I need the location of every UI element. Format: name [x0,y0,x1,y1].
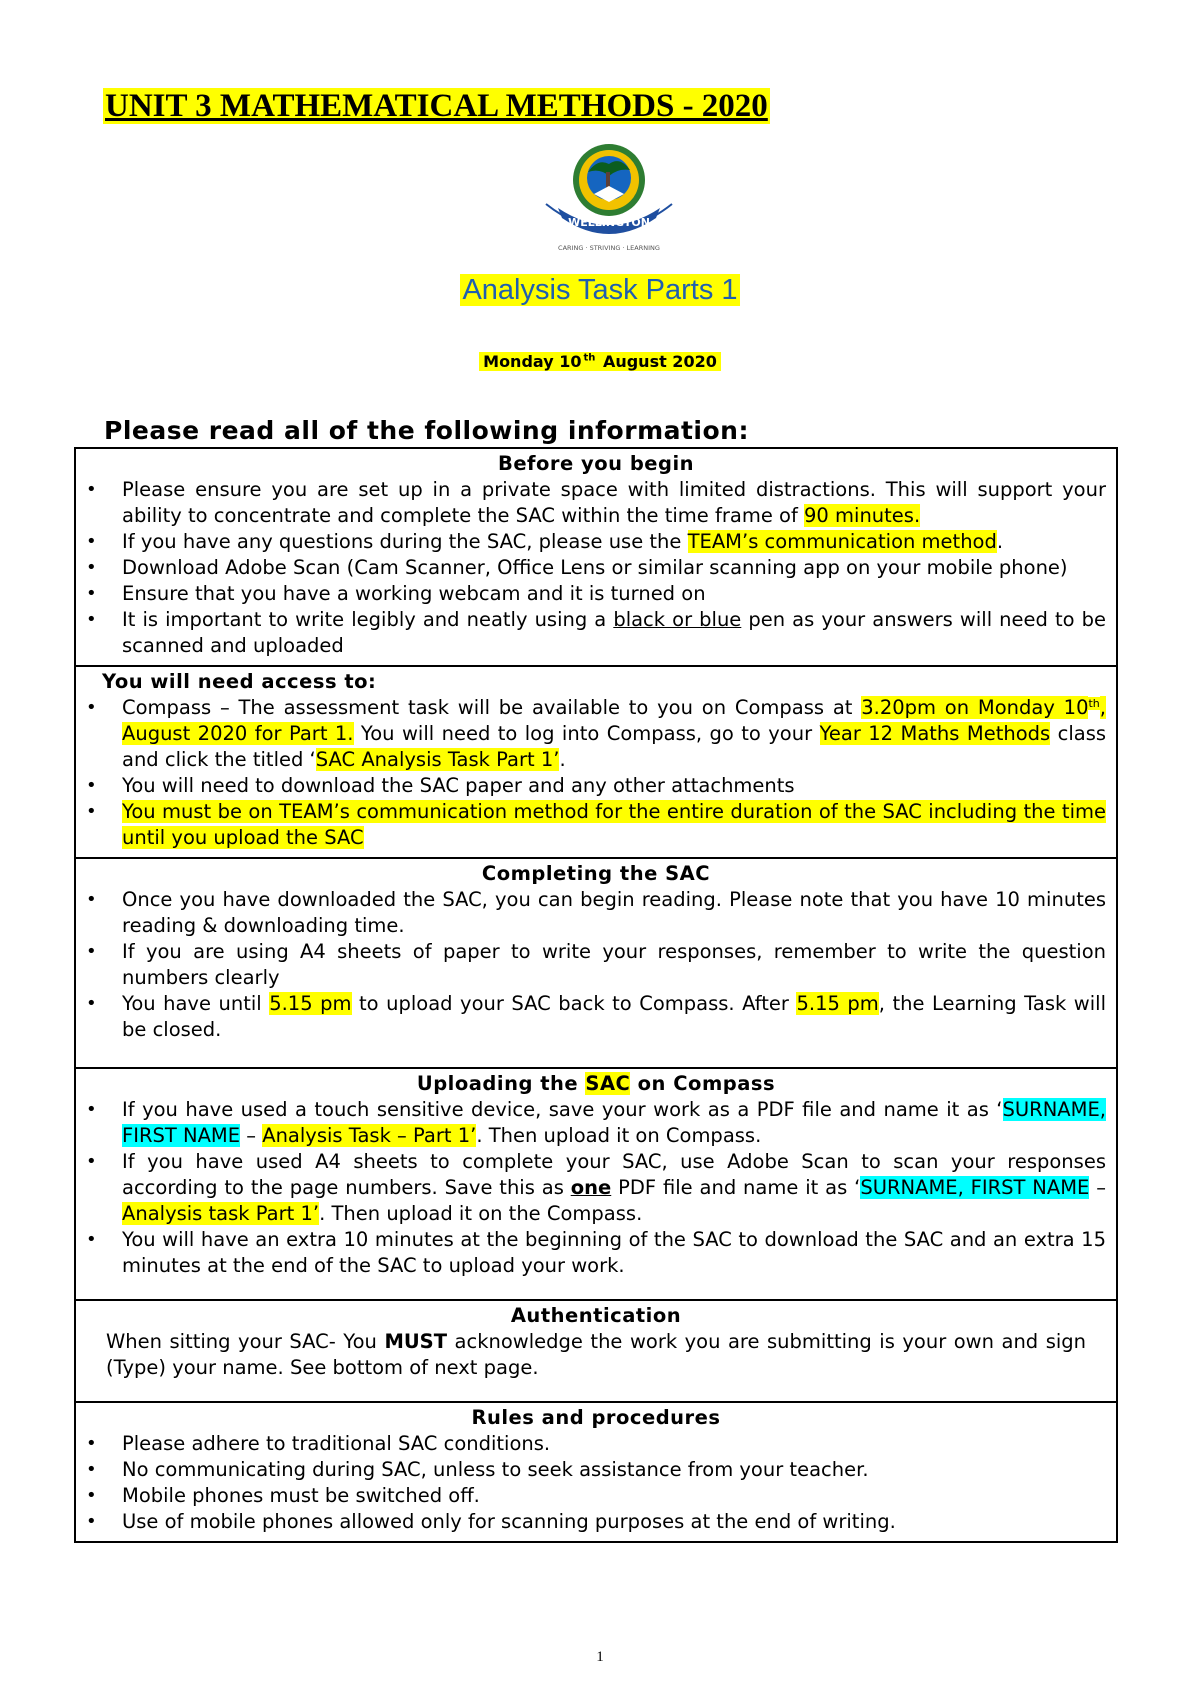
section-uploading [76,1067,1116,1299]
list-item: • Ensure that you have a working webcam and it is turned on [86,581,1106,607]
list-item: • If you have any questions during the SAC, please use the TEAM’s communication method. [86,529,1106,555]
read-instructions-heading: Please read all of the following information: [104,416,749,445]
list-item: • Use of mobile phones allowed only for scanning purposes at the end of writing. [86,1509,1106,1535]
list-item: • If you are using A4 sheets of paper to write your responses, remember to write the question numbers clearly [86,939,1106,991]
school-logo [538,142,680,260]
list-item: • It is important to write legibly and neatly using a black or blue pen as your answers will need to be scanned and uploaded [86,607,1106,659]
logo-motto-text: CARING · STRIVING · LEARNING [558,244,660,252]
section-heading: Uploading the SAC on Compass [416,1072,776,1095]
section-heading: You will need access to: [102,670,377,693]
list-item: • Please ensure you are set up in a private space with limited distractions. This will support your ability to concentrate and complete the SAC within the time frame of 90 minutes. [86,477,1106,529]
list-item: • Once you have downloaded the SAC, you can begin reading. Please note that you have 10 minutes reading & downloading time. [86,887,1106,939]
section-heading: Completing the SAC [481,862,711,885]
authentication-text: When sitting your SAC- You MUST acknowledge the work you are submitting is your own and sign (Type) your name. See bottom of next page. [106,1330,1087,1379]
section-heading: Rules and procedures [471,1406,721,1429]
list-item: • You must be on TEAM’s communication method for the entire duration of the SAC including the time until you upload the SAC [86,799,1106,851]
list-item: • No communicating during SAC, unless to seek assistance from your teacher. [86,1457,1106,1483]
list-item: • You will need to download the SAC paper and any other attachments [86,773,1106,799]
section-before-you-begin [76,449,1116,665]
logo-name-text: WELLINGTON [568,216,650,229]
list-item: • Mobile phones must be switched off. [86,1483,1106,1509]
list-item: • If you have used A4 sheets to complete your SAC, use Adobe Scan to scan your responses according to the page numbers. Save this as one PDF file and name it as ‘SURNAME, FIRST NAME – Analysis task Part 1’. Then upload it on the Compass. [86,1149,1106,1227]
section-heading: Authentication [510,1304,682,1327]
list-item: • Download Adobe Scan (Cam Scanner, Office Lens or similar scanning app on your mobile phone) [86,555,1106,581]
section-completing [76,857,1116,1067]
task-date: Monday 10 $^{th}$ August 2020 [0,352,1200,371]
list-item: • Please adhere to traditional SAC conditions. [86,1431,1106,1457]
list-item: • You will have an extra 10 minutes at the beginning of the SAC to download the SAC and an extra 15 minutes at the end of the SAC to upload your work. [86,1227,1106,1279]
list-item: • Compass – The assessment task will be available to you on Compass at 3.20pm on Monday 10th, August 2020 for Part 1. You will need to log into Compass, go to your Year 12 Maths Methods class and click the titled ‘SAC Analysis Task Part 1’. [86,695,1106,773]
instructions-table [74,447,1118,1543]
document-title: UNIT 3 MATHEMATICAL METHODS - 2020 [105,88,768,124]
page-number: 1 [596,1649,604,1665]
list-item: • If you have used a touch sensitive device, save your work as a PDF file and name it as ‘SURNAME, FIRST NAME – Analysis Task – Part 1’. Then upload it on Compass. [86,1097,1106,1149]
section-access [76,665,1116,857]
section-heading: Before you begin [497,452,695,475]
list-item: • You have until 5.15 pm to upload your SAC back to Compass. After 5.15 pm, the Learning Task will be closed. [86,991,1106,1043]
task-subtitle: Analysis Task Parts 1 [462,274,738,306]
section-authentication [76,1299,1116,1401]
section-rules [76,1401,1116,1541]
